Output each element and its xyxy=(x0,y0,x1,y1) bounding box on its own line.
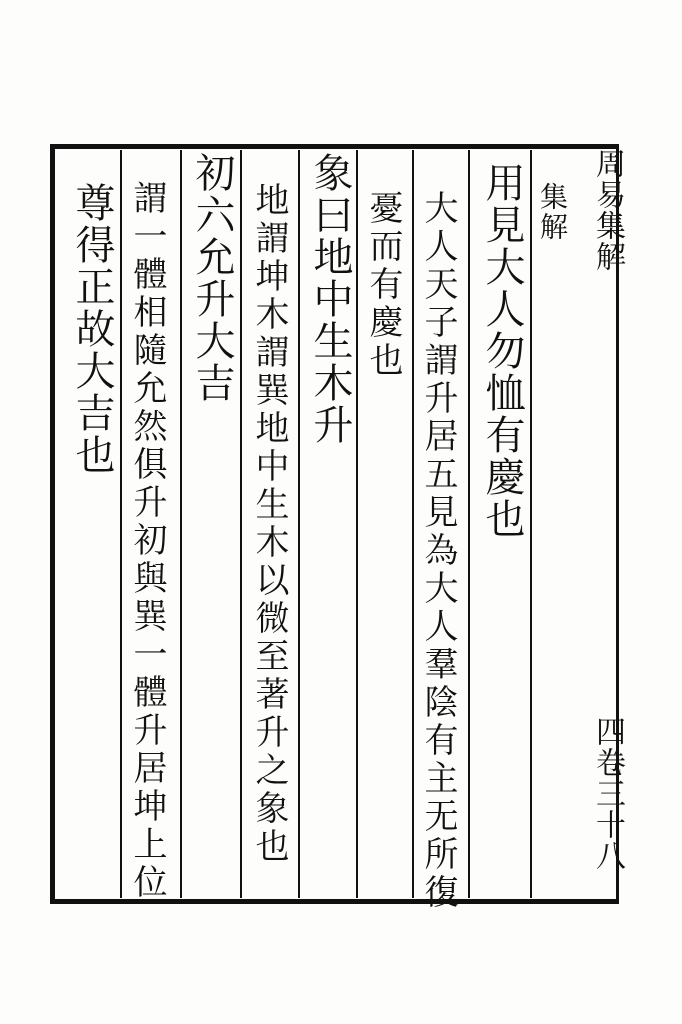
collection-label: 集解 xyxy=(536,182,569,242)
column-divider xyxy=(530,150,532,898)
top-border-rule xyxy=(50,144,618,149)
text-column-8: 尊得正故大吉也 xyxy=(69,182,115,476)
text-column-4: 象曰地中生木升 xyxy=(307,152,353,446)
column-divider xyxy=(240,150,242,898)
column-divider xyxy=(412,150,414,898)
text-column-6: 初六允升大吉 xyxy=(189,152,235,404)
text-column-5: 地謂坤木謂巽地中生木以微至著升之象也 xyxy=(249,182,289,866)
margin-title: 周易集解 xyxy=(590,148,625,272)
column-divider xyxy=(180,150,182,898)
text-column-2: 大人天子謂升居五見為大人羣陰有主无所復 xyxy=(418,190,458,912)
column-divider xyxy=(356,150,358,898)
column-divider xyxy=(298,150,300,898)
column-divider xyxy=(468,150,470,898)
text-column-1: 用見大人勿恤有慶也 xyxy=(479,162,525,540)
text-column-7: 謂一體相隨允然俱升初與巽一體升居坤上位 xyxy=(127,180,167,902)
text-column-3: 憂而有慶也 xyxy=(363,190,403,380)
margin-page-number: 四卷三十八 xyxy=(590,716,625,871)
column-divider xyxy=(120,150,122,898)
left-border-rule xyxy=(50,144,55,904)
